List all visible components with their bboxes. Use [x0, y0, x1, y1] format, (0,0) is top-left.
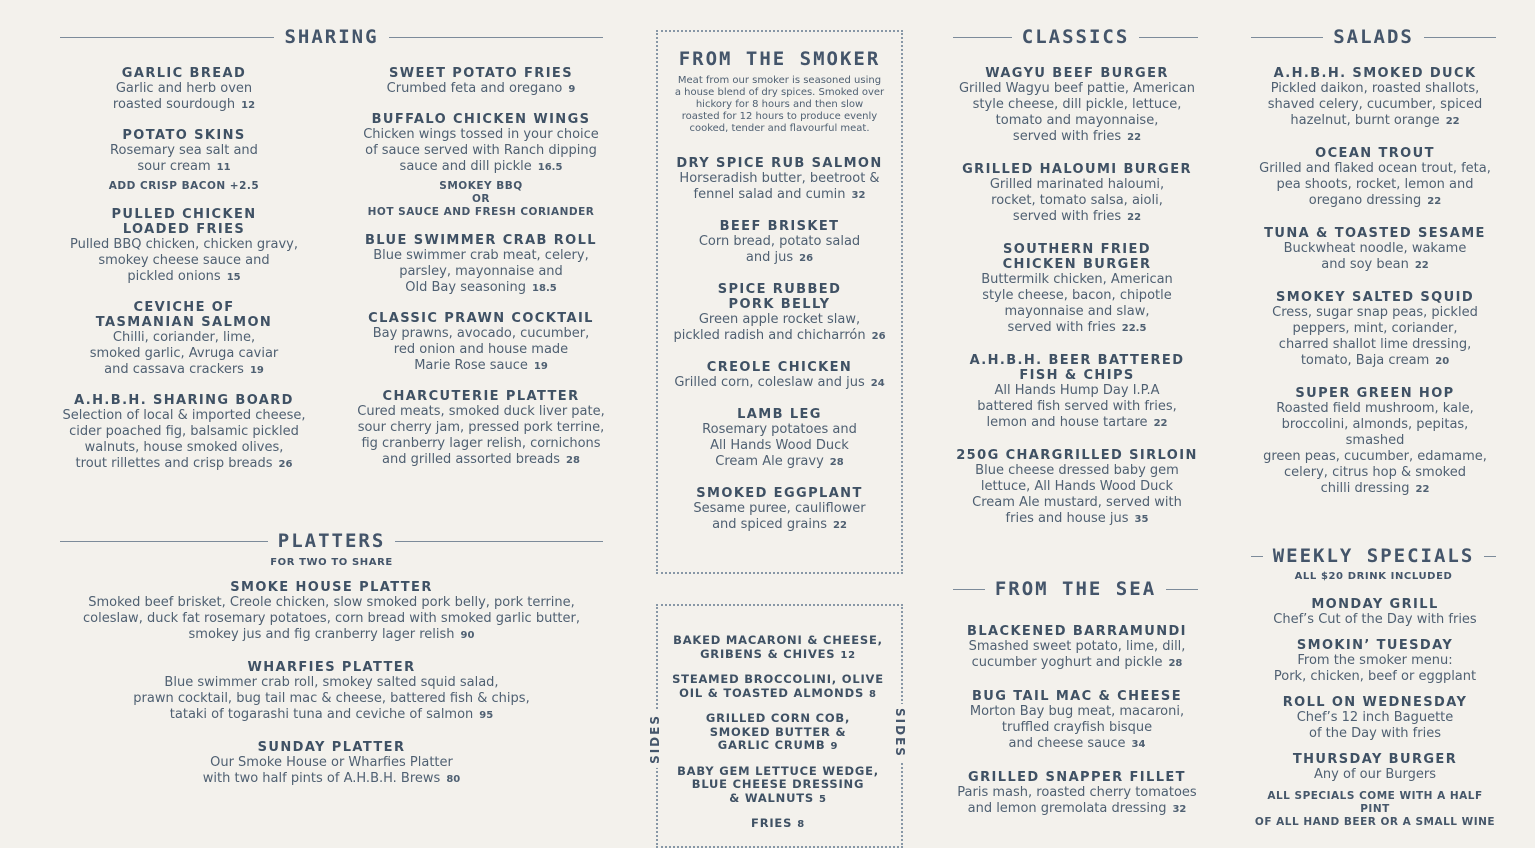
menu-item-title: A.H.B.H. SHARING BOARD [74, 393, 294, 408]
menu-item-price: 19 [249, 365, 264, 376]
menu-item-title: BUFFALO CHICKEN WINGS [371, 112, 591, 127]
description-text: From the smoker menu: Pork, chicken, beef or eggplant [1273, 653, 1477, 684]
side-item-title: BAKED MACARONI & CHEESE, GRIBENS & CHIVES [673, 633, 883, 661]
menu-item [60, 66, 308, 114]
description-text: Garlic and herb oven roasted sourdough [112, 81, 253, 112]
menu-item-title: BLUE SWIMMER CRAB ROLL [365, 233, 597, 248]
menu-item-title: TUNA & TOASTED SESAME [1264, 226, 1486, 241]
menu-item-description [1251, 653, 1499, 685]
menu-item-price: 28 [566, 455, 580, 466]
description-text: Bay prawns, avocado, cucumber, red onion and house made Marie Rose sauce [372, 326, 590, 373]
smoker-list [660, 156, 899, 549]
menu-item-description [1251, 241, 1499, 274]
menu-item-title: CREOLE CHICKEN [706, 360, 853, 375]
description-text: Cress, sugar snap peas, pickled peppers, mint, coriander, charred shallot lime dressing, tomato, Baja cream [1272, 305, 1478, 368]
description-text: Chef’s 12 inch Baguette of the Day with fries [1296, 710, 1454, 741]
menu-item-description [1251, 612, 1499, 628]
menu-item-description [1251, 81, 1499, 130]
side-item [672, 817, 884, 832]
menu-item-price: 9 [568, 84, 576, 95]
section-title: SHARING [284, 26, 379, 48]
menu-item-title: BLACKENED BARRAMUNDI [967, 624, 1187, 639]
description-text: Smoked beef brisket, Creole chicken, slow smoked pork belly, pork terrine, coleslaw, duck fat rosemary potatoes, corn bread with smoked garlic butter, smokey jus and fig cranberry lager relish [83, 595, 580, 642]
menu-item-price: 22 [1414, 260, 1429, 271]
menu-item [60, 207, 308, 286]
menu-item-price: 24 [870, 378, 885, 389]
menu-item [660, 360, 899, 392]
salads-heading [1251, 26, 1496, 48]
description-text: Paris mash, roasted cherry tomatoes and lemon gremolata dressing [957, 785, 1197, 816]
specials-footer: ALL SPECIALS COME WITH A HALF PINT OF ALL HAND BEER OR A SMALL WINE [1254, 790, 1496, 828]
description-text: All Hands Hump Day I.P.A battered fish served with fries, lemon and house tartare [977, 383, 1177, 430]
menu-item-price: 34 [1131, 739, 1146, 750]
side-item-price: 8 [869, 688, 877, 700]
description-text: Buckwheat noodle, wakame and soy bean [1283, 241, 1467, 272]
side-item-price: 12 [840, 649, 856, 661]
menu-item-description [953, 272, 1201, 337]
section-title: FROM THE SEA [994, 578, 1157, 600]
menu-item-description [660, 171, 899, 204]
menu-item [60, 393, 308, 473]
menu-item-description [953, 463, 1201, 528]
divider [953, 37, 1012, 38]
menu-item-description [1251, 767, 1499, 783]
menu-item [60, 660, 603, 724]
menu-item [660, 219, 899, 267]
description-text: Grilled and flaked ocean trout, feta, pea shoots, rocket, lemon and oregano dressing [1259, 161, 1491, 208]
description-text: Horseradish butter, beetroot & fennel salad and cumin [679, 171, 880, 202]
menu-item-description [1251, 710, 1499, 742]
side-item [672, 673, 884, 701]
menu-item-description [953, 81, 1201, 146]
menu-item-title: SMOKEY SALTED SQUID [1275, 290, 1475, 305]
menu-item-title: A.H.B.H. BEER BATTERED FISH & CHIPS [969, 353, 1185, 383]
menu-item-title: SMOKIN’ TUESDAY [1296, 638, 1454, 653]
menu-item-title: BEEF BRISKET [719, 219, 840, 234]
menu-item-price: 22 [1445, 116, 1460, 127]
side-item-title: GRILLED CORN COB, SMOKED BUTTER & GARLIC CRUMB [705, 711, 851, 752]
menu-item-price: 16.5 [537, 162, 563, 173]
side-item-title: BABY GEM LETTUCE WEDGE, BLUE CHEESE DRESSING & WALNUTS [677, 763, 879, 805]
menu-item [60, 128, 308, 193]
menu-item-description [1251, 161, 1499, 210]
description-text: Grilled Wagyu beef pattie, American style cheese, dill pickle, lettuce, tomato and mayonnaise, served with fries [958, 81, 1196, 144]
menu-item-price: 20 [1435, 356, 1450, 367]
menu-item-price: 28 [1168, 658, 1183, 669]
menu-item-description [356, 248, 606, 297]
menu-item [1251, 695, 1499, 742]
menu-item-description [60, 595, 603, 644]
menu-item-price: 19 [533, 361, 548, 372]
divider [389, 37, 603, 38]
menu-item-description [660, 312, 899, 345]
menu-item [660, 282, 899, 345]
menu-item [953, 66, 1201, 146]
menu-item-price: 22 [1127, 132, 1142, 143]
description-text: Cured meats, smoked duck liver pate, sour cherry jam, pressed pork terrine, fig cranberry lager relish, cornichons and grilled assorted breads [357, 404, 605, 467]
divider [953, 589, 985, 590]
menu-item-title: A.H.B.H. SMOKED DUCK [1273, 66, 1477, 81]
divider [395, 541, 603, 542]
menu-item [356, 233, 606, 297]
menu-item-description [1251, 305, 1499, 370]
menu-item-title: OCEAN TROUT [1315, 146, 1435, 161]
description-text: Chef’s Cut of the Day with fries [1273, 612, 1477, 627]
section-title: WEEKLY SPECIALS [1272, 545, 1475, 567]
menu-item [356, 389, 606, 469]
sea-heading [953, 578, 1198, 600]
menu-item-title: SWEET POTATO FRIES [389, 66, 573, 81]
section-title: FROM THE SMOKER [678, 48, 881, 70]
platters-heading [60, 530, 603, 552]
menu-item-title: CLASSIC PRAWN COCKTAIL [368, 311, 594, 326]
menu-item-title: MONDAY GRILL [1311, 597, 1439, 612]
divider [1484, 556, 1496, 557]
menu-item-title: GRILLED HALOUMI BURGER [962, 162, 1192, 177]
menu-item-price: 32 [1172, 804, 1187, 815]
description-text: Morton Bay bug meat, macaroni, truffled crayfish bisque and cheese sauce [969, 704, 1185, 751]
menu-item-extra: SMOKEY BBQ OR HOT SAUCE AND FRESH CORIANDER [367, 180, 595, 218]
salads-list [1251, 66, 1499, 514]
menu-item-description [953, 704, 1201, 753]
description-text: Any of our Burgers [1314, 767, 1436, 782]
menu-item [953, 353, 1201, 432]
menu-item-title: SOUTHERN FRIED CHICKEN BURGER [1002, 242, 1152, 272]
menu-item-description [60, 755, 603, 788]
section-title: PLATTERS [277, 530, 386, 552]
menu-item-description [60, 408, 308, 473]
side-item-price: 5 [818, 793, 827, 805]
menu-item-description [660, 422, 899, 471]
menu-item-title: WAGYU BEEF BURGER [985, 66, 1169, 81]
description-text: Selection of local & imported cheese, cider poached fig, balsamic pickled walnuts, house smoked olives, trout rillettes and crisp breads [62, 408, 306, 471]
menu-item [1251, 638, 1499, 685]
menu-item-price: 22 [1427, 196, 1442, 207]
sharing-heading [60, 26, 603, 48]
description-text: Blue swimmer crab meat, celery, parsley, mayonnaise and Old Bay seasoning [373, 248, 589, 295]
menu-item [356, 66, 606, 98]
description-text: Corn bread, potato salad and jus [698, 234, 861, 265]
sea-list [953, 624, 1201, 835]
side-item-title: FRIES [751, 816, 793, 830]
menu-item-description [60, 237, 308, 286]
menu-item [660, 486, 899, 534]
sides-label-right: SIDES [893, 704, 907, 762]
menu-item-title: CHARCUTERIE PLATTER [382, 389, 580, 404]
menu-item-description [953, 639, 1201, 672]
menu-item-title: LAMB LEG [737, 407, 822, 422]
description-text: Chicken wings tossed in your choice of sauce served with Ranch dipping sauce and dill pickle [363, 127, 599, 174]
description-text: Chilli, coriander, lime, smoked garlic, Avruga caviar and cassava crackers [89, 330, 279, 377]
menu-item-price: 22 [1127, 212, 1142, 223]
menu-item-price: 22.5 [1121, 323, 1147, 334]
menu-item-title: THURSDAY BURGER [1292, 752, 1458, 767]
divider [1251, 556, 1263, 557]
side-item-price: 8 [797, 819, 805, 830]
menu-item-title: SMOKE HOUSE PLATTER [230, 580, 433, 595]
description-text: Pickled daikon, roasted shallots, shaved celery, cucumber, spiced hazelnut, burnt orange [1267, 81, 1483, 128]
menu-item-description [660, 234, 899, 267]
menu-item-description [60, 675, 603, 724]
menu-item [1251, 146, 1499, 210]
menu-item-price: 95 [479, 710, 494, 721]
menu-item-title: POTATO SKINS [122, 128, 246, 143]
menu-item [356, 311, 606, 375]
description-text: Crumbed feta and oregano [386, 81, 563, 96]
menu-item [1251, 386, 1499, 498]
menu-item-price: 80 [446, 774, 461, 785]
smoker-heading [658, 48, 901, 70]
classics-heading [953, 26, 1198, 48]
menu-item-title: SPICE RUBBED PORK BELLY [717, 282, 842, 312]
side-item [672, 712, 884, 754]
description-text: Sesame puree, cauliflower and spiced grains [693, 501, 866, 532]
menu-item-title: PULLED CHICKEN LOADED FRIES [111, 207, 257, 237]
menu-item [1251, 290, 1499, 370]
menu-item-description [60, 81, 308, 114]
menu-item-title: 250G CHARGRILLED SIRLOIN [956, 448, 1198, 463]
menu-item-price: 28 [829, 457, 844, 468]
platters-subheading: FOR TWO TO SHARE [270, 557, 393, 568]
menu-item-description [660, 375, 899, 392]
menu-item-extra: ADD CRISP BACON +2.5 [108, 180, 260, 192]
menu-item-price: 90 [460, 630, 475, 641]
divider [60, 37, 274, 38]
side-item [672, 765, 884, 807]
platters-list [60, 580, 603, 804]
menu-item-price: 22 [1153, 418, 1168, 429]
section-title: SALADS [1333, 26, 1414, 48]
divider [1166, 589, 1198, 590]
menu-item-title: BUG TAIL MAC & CHEESE [972, 689, 1182, 704]
menu-item [953, 242, 1201, 337]
menu-item [1251, 226, 1499, 274]
description-text: Grilled corn, coleslaw and jus [674, 375, 865, 390]
menu-item-description [356, 404, 606, 469]
menu-item [953, 624, 1201, 672]
menu-item-price: 15 [226, 272, 241, 283]
menu-item-price: 11 [216, 162, 231, 173]
description-text: Blue cheese dressed baby gem lettuce, All Hands Wood Duck Cream Ale mustard, served with fries and house jus [972, 463, 1182, 526]
menu-item-title: DRY SPICE RUB SALMON [676, 156, 883, 171]
menu-item-description [953, 785, 1201, 818]
classics-list [953, 66, 1201, 544]
specials-heading [1251, 545, 1496, 567]
description-text: Roasted field mushroom, kale, broccolini, almonds, pepitas, smashed green peas, cucumber, edamame, celery, citrus hop & smoked chilli dressing [1263, 401, 1487, 496]
menu-item-price: 26 [278, 459, 293, 470]
menu-item [953, 770, 1201, 818]
smoker-intro: Meat from our smoker is seasoned using a house blend of dry spices. Smoked over hickory for 8 hours and then slow roasted for 12 hours to produce evenly cooked, tender and flavourful meat. [674, 75, 885, 134]
menu-item-price: 18.5 [532, 283, 557, 294]
description-text: Smashed sweet potato, lime, dill, cucumber yoghurt and pickle [968, 639, 1186, 670]
menu-item-price: 22 [1415, 484, 1430, 495]
sharing-left-column [60, 66, 308, 487]
description-text: Rosemary potatoes and All Hands Wood Duck Cream Ale gravy [702, 422, 857, 469]
description-text: Pulled BBQ chicken, chicken gravy, smokey cheese sauce and pickled onions [69, 237, 299, 284]
divider [1251, 37, 1323, 38]
menu-item-description [953, 177, 1201, 226]
specials-list [1251, 597, 1499, 793]
section-title: CLASSICS [1021, 26, 1130, 48]
sharing-right-column [356, 66, 606, 483]
menu-item-description [1251, 401, 1499, 498]
menu-item-price: 35 [1134, 514, 1149, 525]
side-item-price: 9 [830, 741, 839, 752]
divider [60, 541, 268, 542]
side-item-title: STEAMED BROCCOLINI, OLIVE OIL & TOASTED ALMONDS [672, 672, 884, 700]
description-text: Green apple rocket slaw, pickled radish and chicharrón [673, 312, 866, 343]
menu-item [60, 300, 308, 379]
menu-item-title: GARLIC BREAD [121, 66, 247, 81]
menu-item [660, 156, 899, 204]
specials-subheading: ALL $20 DRINK INCLUDED [1294, 571, 1453, 582]
description-text: Blue swimmer crab roll, smokey salted squid salad, prawn cocktail, bug tail mac & cheese, battered fish & chips, tataki of togarashi tuna and ceviche of salmon [133, 675, 530, 722]
divider [1424, 37, 1496, 38]
menu-item [953, 689, 1201, 753]
sides-list [672, 634, 884, 843]
menu-item [1251, 597, 1499, 628]
menu-item-description [356, 326, 606, 375]
menu-item [60, 580, 603, 644]
menu-item-price: 26 [799, 253, 814, 264]
menu-item-description [660, 501, 899, 534]
menu-item [1251, 752, 1499, 783]
menu-item [953, 162, 1201, 226]
menu-item-description [356, 127, 606, 176]
menu-item [60, 740, 603, 788]
menu-item [660, 407, 899, 471]
menu-item-description [60, 143, 308, 176]
menu-item-description [356, 81, 606, 98]
menu-item-title: SMOKED EGGPLANT [696, 486, 863, 501]
description-text: Grilled marinated haloumi, rocket, tomato salsa, aioli, served with fries [989, 177, 1165, 224]
menu-item-title: SUPER GREEN HOP [1295, 386, 1455, 401]
menu-item-title: ROLL ON WEDNESDAY [1282, 695, 1468, 710]
menu-item-title: WHARFIES PLATTER [247, 660, 416, 675]
description-text: Rosemary sea salt and sour cream [110, 143, 258, 174]
menu-item [1251, 66, 1499, 130]
menu-item-title: GRILLED SNAPPER FILLET [968, 770, 1186, 785]
description-text: Our Smoke House or Wharfies Platter with two half pints of A.H.B.H. Brews [202, 755, 453, 786]
menu-item-description [60, 330, 308, 379]
menu-item-description [953, 383, 1201, 432]
menu-item-price: 32 [851, 190, 866, 201]
menu-item-title: SUNDAY PLATTER [257, 740, 406, 755]
menu-item-price: 12 [241, 100, 256, 111]
menu-item-price: 22 [833, 520, 847, 531]
divider [1139, 37, 1198, 38]
description-text: Buttermilk chicken, American style cheese, bacon, chipotle mayonnaise and slaw, served with fries [981, 272, 1173, 335]
menu-item [953, 448, 1201, 528]
menu-item [356, 112, 606, 219]
side-item [672, 634, 884, 662]
menu-item-price: 26 [871, 331, 886, 342]
menu-item-title: CEVICHE OF TASMANIAN SALMON [95, 300, 273, 330]
sides-label-left: SIDES [648, 710, 662, 768]
